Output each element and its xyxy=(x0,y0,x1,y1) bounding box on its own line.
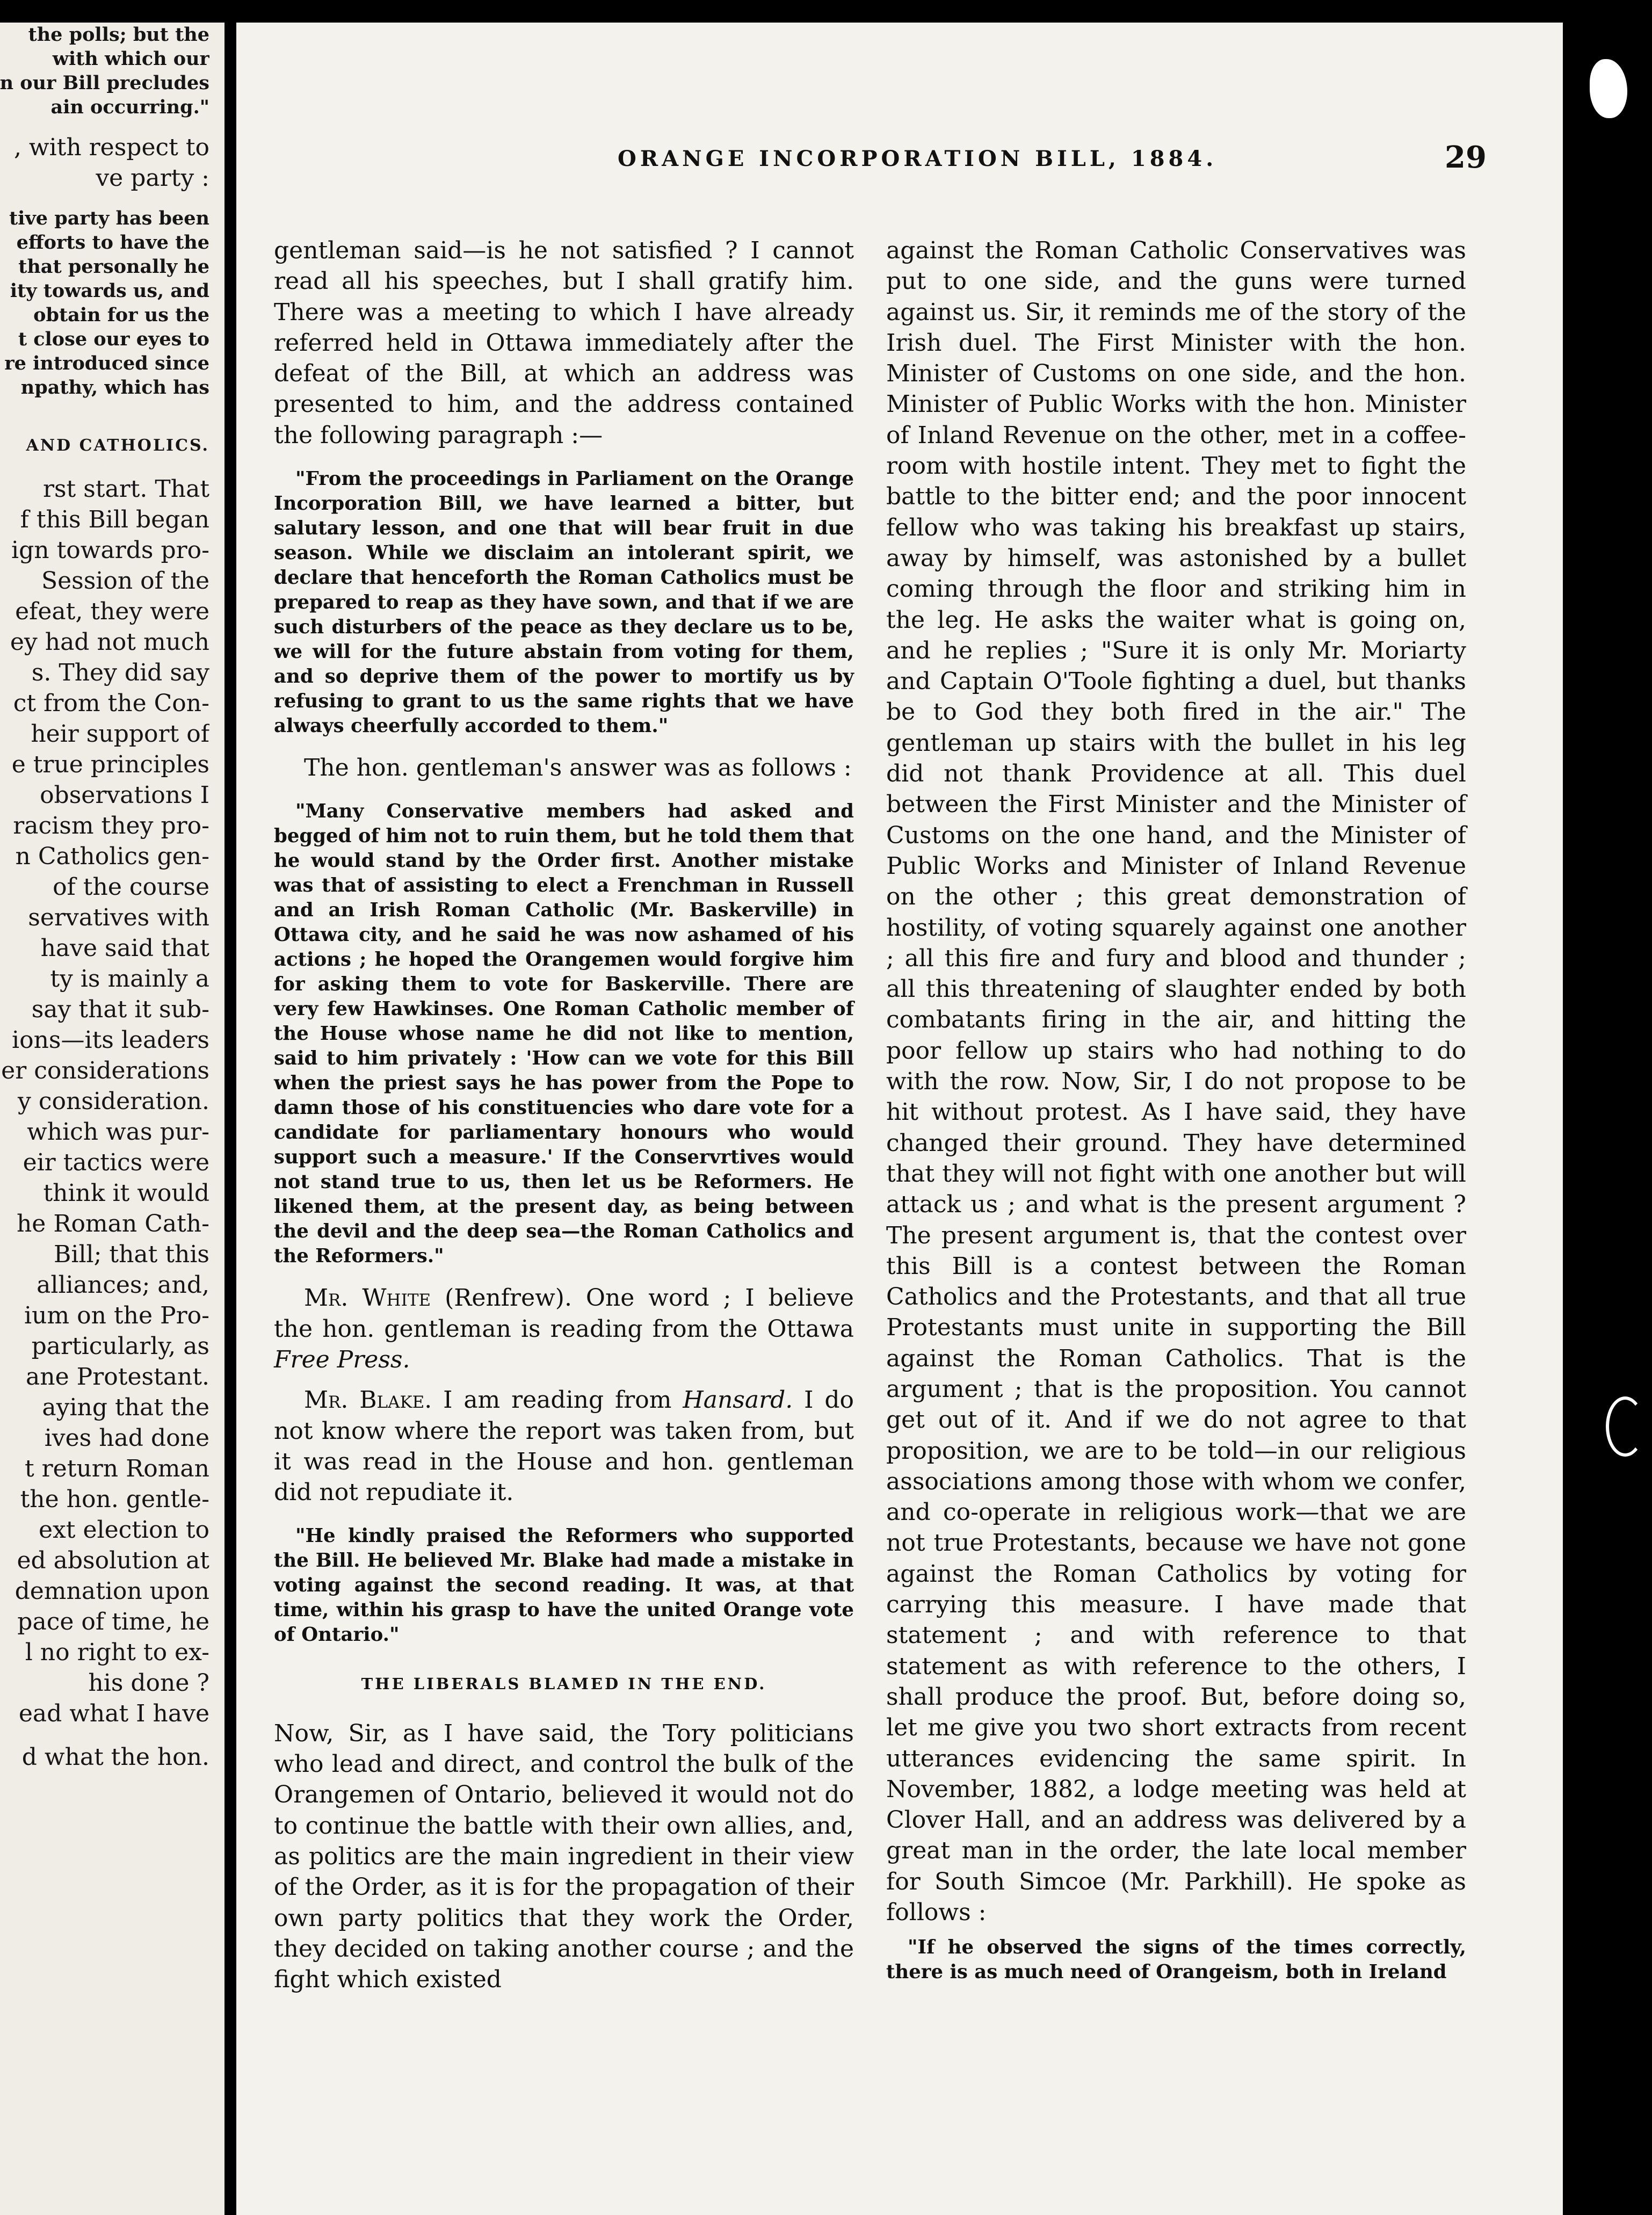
left-fragment-line: ed absolution at xyxy=(17,1547,209,1574)
left-fragment-line: efeat, they were xyxy=(15,598,209,625)
left-fragment-line: f this Bill began xyxy=(20,506,209,533)
left-fragment-line: think it would xyxy=(43,1179,209,1207)
left-fragment-line: d what the hon. xyxy=(21,1743,209,1771)
left-fragment-line: observations I xyxy=(40,781,209,809)
left-fragment-line: ign towards pro- xyxy=(11,537,209,564)
speaker-name: Mr. White xyxy=(304,1284,431,1312)
left-fragment-line: with which our xyxy=(52,48,209,70)
paragraph: against the Roman Catholic Conservatives was put to one side, and the guns were turned against us. Sir, it reminds me of the story of the Irish duel. The First Minister with the hon. Minister of Customs on one side, and the hon. Minister of Public Works with the hon. Minister of Inland Revenue on the other, met in a coffee-room with hostile intent. They met to fight the battle to the bitter end; and the poor innocent fellow who was taking his breakfast up stairs, away by himself, was astonished by a bullet coming through the floor and striking him in the leg. He asks the waiter what is going on, and he replies ; "Sure it is only Mr. Moriarty and Captain O'Toole fighting a duel, but thanks be to God they both fired in the air." The gentleman up stairs with the bullet in his leg did not thank Providence at all. This duel between the First Minister and the Minister of Customs on the one hand, and the Minister of Public Works and Minister of Inland Revenue on the other ; this great demonstration of hostility, of voting squarely against one another ; all this fire and fury and blood and thunder ; all this threatening of slaughter ended by both combatants firing in the air, and hitting the poor fellow up stairs who had nothing to do with the row. Now, Sir, I do not propose to be hit without protest. As I have said, they have changed their ground. They have determined that they will not fight with one another but will attack us ; and what is the present argument ? The present argument is, that the contest over this Bill is a contest between the Roman Catholics and the Protestants, and that all true Protestants must unite in supporting the Bill against the Roman Catholics. That is the argument ; that is the proposition. You cannot get out of it. And if we do not agree to that proposition, we are to be told—in our religious associations among those with whom we confer, and co-operate in religious work—that we are not true Protestants, because we have not gone against the Roman Catholics by voting for carrying this measure. I have made that statement ; and with reference to that statement as with reference to the others, I shall produce the proof. But, before doing so, let me give you two short extracts from recent utterances evidencing the same spirit. In November, 1882, a lodge meeting was held at Clover Hall, and an address was delivered by a great man in the order, the late local member for South Simcoe (Mr. Parkhill). He spoke as follows : xyxy=(886,237,1466,1927)
newspaper-title: Free Press. xyxy=(274,1345,410,1373)
paragraph: The hon. gentleman's answer was as follows : xyxy=(304,754,852,782)
left-fragment-line: ty is mainly a xyxy=(50,965,209,993)
quoted-praise: "He kindly praised the Reformers who supported the Bill. He believed Mr. Blake had made a mistake in voting against the second reading. It was, at that time, within his grasp to have the united Orange vote of Ontario." xyxy=(274,1525,854,1646)
right-page xyxy=(236,23,1563,2215)
left-fragment-line: obtain for us the xyxy=(33,304,209,326)
left-fragment-line: rst start. That xyxy=(42,475,209,503)
left-fragment-line: alliances; and, xyxy=(37,1271,209,1299)
left-fragment-line xyxy=(0,119,209,132)
scan-ring-mark xyxy=(1606,1396,1644,1457)
page-number: 29 xyxy=(1445,140,1487,175)
left-fragment-line: ct from the Con- xyxy=(13,690,209,717)
left-fragment-line xyxy=(0,400,209,430)
left-page-fragment xyxy=(0,23,224,2215)
left-fragment-line: ey had not much xyxy=(10,628,209,656)
speech-text: One word ; I believe the hon. gentleman is reading from the Ottawa xyxy=(274,1284,854,1343)
quoted-answer: "Many Conservative members had asked and begged of him not to ruin them, but he told them that he would stand by the Order first. Another mistake was that of assisting to elect a Frenchman in Russell and an Irish Roman Catholic (Mr. Baskerville) in Ottawa city, and he said he was now ashamed of his actions ; he hoped the Orangemen would forgive him for asking them to vote for Baskerville. There are very few Hawkinses. One Roman Catholic member of the House whose name he did not like to mention, said to him privately : 'How can we vote for this Bill when the priest says he has power from the Pope to damn those of his constituencies who dare vote for a candidate for parliamentary honours who would support such a measure.' If the Conservrtives would not stand true to us, then let us be Reformers. He likened them, at the present day, as being between the devil and the deep sea—the Roman Catholics and the Reformers." xyxy=(274,800,854,1268)
left-fragment-line: have said that xyxy=(40,935,209,962)
left-fragment-line: er considerations xyxy=(1,1057,209,1084)
left-fragment-line: ions—its leaders xyxy=(12,1026,209,1054)
left-fragment-line: the polls; but the xyxy=(28,24,209,46)
left-fragment-line: ain occurring." xyxy=(50,96,209,118)
left-fragment-line: ium on the Pro- xyxy=(24,1302,209,1329)
left-fragment-line: demnation upon xyxy=(15,1577,209,1605)
right-column xyxy=(886,235,1466,1999)
speech-text: I do not know where the report was taken from, but it was read in the House and hon. gentleman did not repudiate it. xyxy=(274,1386,854,1507)
left-fragment-line: that personally he xyxy=(18,256,209,278)
speaker-blake-paragraph xyxy=(274,1385,854,1508)
speaker-riding: (Renfrew). xyxy=(445,1284,572,1312)
left-column-text xyxy=(0,23,209,1772)
paragraph: gentleman said—is he not satisfied ? I cannot read all his speeches, but I shall gratify him. There was a meeting to which I have already referred held in Ottawa immediately after the defeat of the Bill, at which an address was presented to him, and the address contained the following paragraph :— xyxy=(274,237,854,449)
left-fragment-line: t close our eyes to xyxy=(18,328,209,350)
left-fragment-line: , with respect to xyxy=(13,134,209,161)
speech-text: I am reading from xyxy=(443,1386,672,1414)
left-fragment-line: Session of the xyxy=(41,567,209,595)
quoted-speech: "If he observed the signs of the times correctly, there is as much need of Orangeism, both in Ireland xyxy=(886,1936,1466,1984)
left-fragment-line xyxy=(0,461,209,474)
hansard-title: Hansard. xyxy=(683,1386,793,1414)
left-fragment-line: of the course xyxy=(53,873,209,901)
left-fragment-line: Bill; that this xyxy=(54,1241,209,1268)
left-fragment-line: y consideration. xyxy=(17,1088,209,1115)
left-fragment-line: say that it sub- xyxy=(31,996,209,1023)
left-fragment-line: npathy, which has xyxy=(20,377,209,399)
speaker-white-paragraph xyxy=(274,1283,854,1375)
left-fragment-line: his done ? xyxy=(88,1669,209,1697)
left-fragment-line: ives had done xyxy=(44,1424,209,1452)
left-fragment-line: eir tactics were xyxy=(23,1149,209,1176)
left-fragment-line: t return Roman xyxy=(24,1455,209,1482)
left-fragment-line: ity towards us, and xyxy=(10,280,209,302)
speaker-name: Mr. Blake. xyxy=(304,1386,432,1414)
section-subheading: THE LIBERALS BLAMED IN THE END. xyxy=(361,1675,767,1693)
middle-column xyxy=(274,235,854,1995)
left-fragment-line: servatives with xyxy=(28,904,209,931)
left-fragment-line xyxy=(0,193,209,206)
paragraph: Now, Sir, as I have said, the Tory politicians who lead and direct, and control the bulk of the Orangemen of Ontario, believed it would not do to continue the battle with their own allies, and, as politics are the main ingredient in their view of the Order, as it is for the propagation of their own party politics that they work the Order, they decided on taking another course ; and the fight which existed xyxy=(274,1719,854,1994)
left-fragment-line: e true principles xyxy=(11,751,209,778)
left-fragment-line: ve party : xyxy=(96,164,209,192)
left-fragment-line: which was pur- xyxy=(27,1118,209,1146)
left-fragment-line: efforts to have the xyxy=(16,231,209,254)
left-fragment-line xyxy=(0,1729,209,1742)
left-fragment-line: aying that the xyxy=(42,1394,209,1421)
left-fragment-line: racism they pro- xyxy=(13,812,209,839)
left-fragment-line: ext election to xyxy=(38,1516,209,1544)
left-fragment-line: s. They did say xyxy=(31,659,209,686)
left-fragment-line: ead what I have xyxy=(18,1700,209,1727)
left-fragment-line: he Roman Cath- xyxy=(16,1210,209,1237)
running-head xyxy=(236,140,1563,189)
left-fragment-line: n our Bill precludes xyxy=(0,72,209,94)
left-fragment-line: n Catholics gen- xyxy=(15,843,209,870)
left-fragment-line: pace of time, he xyxy=(17,1608,209,1635)
scan-blot-mark xyxy=(1590,59,1627,118)
left-fragment-line: re introduced since xyxy=(4,352,209,374)
running-head-title: ORANGE INCORPORATION BILL, 1884. xyxy=(618,146,1218,171)
left-fragment-line: l no right to ex- xyxy=(25,1639,209,1666)
left-fragment-line: tive party has been xyxy=(9,207,209,229)
left-fragment-line: heir support of xyxy=(31,720,209,748)
left-fragment-line: particularly, as xyxy=(31,1333,209,1360)
left-fragment-line: AND CATHOLICS. xyxy=(26,436,209,455)
left-fragment-line: ane Protestant. xyxy=(26,1363,209,1391)
quoted-address: "From the proceedings in Parliament on the Orange Incorporation Bill, we have learned a bitter, but salutary lesson, and one that will bear fruit in due season. While we disclaim an intolerant spirit, we declare that henceforth the Roman Catholics must be prepared to reap as they have sown, and that if we are such disturbers of the peace as they declare us to be, we will for the future abstain from voting for them, and so deprive them of the power to mortify us by refusing to grant to us the same rights that we have always cheerfully accorded to them." xyxy=(274,468,854,737)
left-fragment-line: the hon. gentle- xyxy=(20,1486,209,1513)
